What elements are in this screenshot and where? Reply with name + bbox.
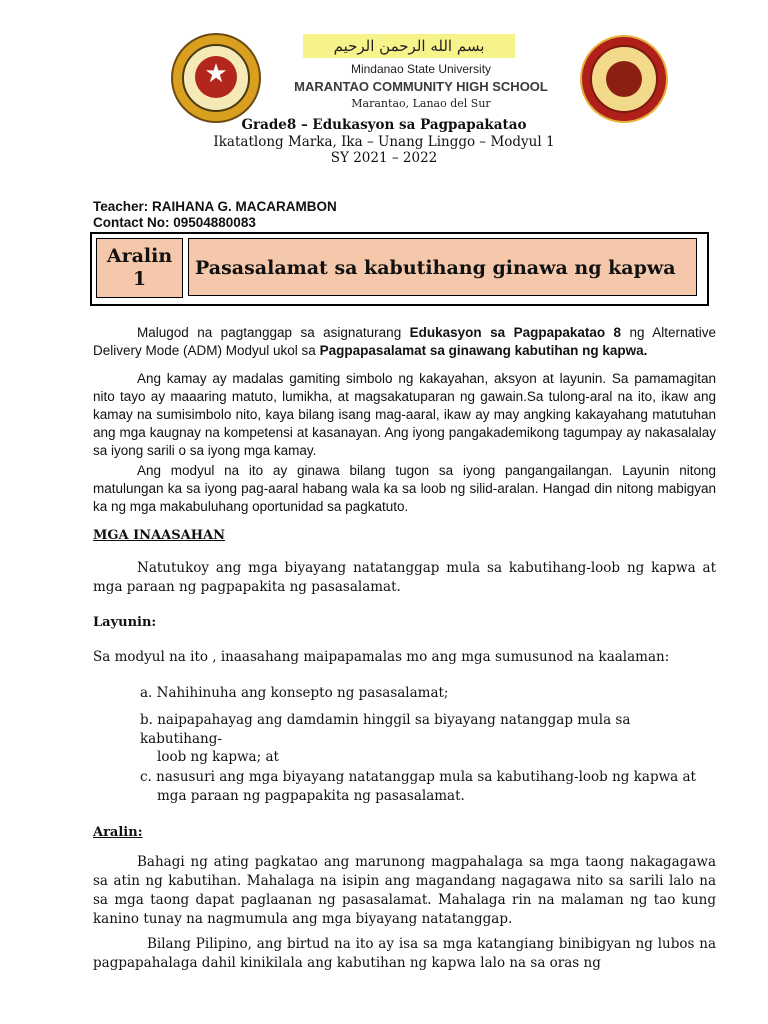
- aralin-title: Pasasalamat sa kabutihang ginawa ng kapwa: [188, 238, 697, 296]
- university-name: Mindanao State University: [350, 62, 492, 76]
- intro-text-a: Malugod na pagtanggap sa asignaturang: [137, 325, 410, 340]
- seal-ring: [182, 44, 250, 112]
- intro-paragraph-2: [93, 370, 716, 460]
- seal-core: [195, 56, 237, 98]
- teacher-name: Teacher: RAIHANA G. MACARAMBON: [93, 199, 337, 214]
- inaasahan-body: Natutukoy ang mga biyayang natatanggap mula sa kabutihang-loob ng kapwa at mga paraan ng pagpapakita ng pasasalamat.: [93, 560, 716, 595]
- aralin-label-number: 1: [132, 268, 147, 290]
- star-icon: ★: [204, 59, 228, 89]
- intro-topic: Pagpapasalamat sa ginawang kabutihan ng kapwa.: [319, 343, 648, 358]
- intro-text-c: ng Alternative Delivery Mode (ADM) Modyul ukol sa: [93, 325, 716, 358]
- quarter-title: Ikatatlong Marka, Ika – Unang Linggo – Modyul 1: [213, 134, 555, 150]
- layunin-intro: Sa modyul na ito , inaasahang maipapamalas mo ang mga sumusunod na kaalaman:: [93, 649, 670, 665]
- aralin-paragraph-2: [93, 935, 716, 973]
- inaasahan-heading: MGA INAASAHAN: [93, 528, 225, 543]
- aralin-label: [96, 238, 183, 298]
- inaasahan-text: [93, 559, 716, 597]
- layunin-item-b-cont: loob ng kapwa; at: [157, 749, 279, 765]
- bismillah-calligraphy: بسم الله الرحمن الرحيم: [303, 34, 515, 58]
- intro-p2-text: Ang kamay ay madalas gamiting simbolo ng kakayahan, aksyon at layunin. Sa pamamagitan nito tayo ay maaaring matuto, lumikha, at magsakatuparan ng gawain.Sa tulong-aral na ito, ikaw ang kamay na sumisimbolo nito, kaya bilang isang mag-aaral, ikaw ay may angking kakayahang matutuhan ang mga kaugnay na kompetensi at kasanayan. Ang iyong pangakademikong tagumpay ay nakasalalay sa iyong sarili o sa iyong mga kamay.: [93, 371, 716, 458]
- aralin-p2-text: Bilang Pilipino, ang birtud na ito ay isa sa mga katangiang binibigyan ng lubos na pagpapahalaga dahil kinikilala ang kabutihan ng kapwa lalo na sa oras ng: [93, 936, 716, 971]
- intro-paragraph-3: [93, 462, 716, 516]
- university-seal-right: [580, 35, 668, 123]
- school-town: Marantao, Lanao del Sur: [351, 97, 491, 110]
- layunin-item-c-cont: mga paraan ng pagpapakita ng pasasalamat.: [157, 788, 465, 804]
- school-name: MARANTAO COMMUNITY HIGH SCHOOL: [294, 79, 548, 94]
- layunin-item-b: b. naipapahayag ang damdamin hinggil sa biyayang natanggap mula sa kabutihang-: [140, 712, 631, 747]
- layunin-heading: Layunin:: [93, 615, 157, 630]
- aralin-label-word: Aralin: [106, 245, 173, 267]
- aralin-paragraph-1: [93, 853, 716, 929]
- school-seal-left: [171, 33, 261, 123]
- intro-subject: Edukasyon sa Pagpapakatao 8: [409, 325, 622, 340]
- intro-p3-text: Ang modyul na ito ay ginawa bilang tugon sa iyong pangangailangan. Layunin nitong matulungan ka sa iyong pag-aaral habang wala ka sa loob ng silid-aralan. Hangad din nitong mabigyan ka ng mga makabuluhang oportunidad sa pagkatuto.: [93, 463, 716, 514]
- aralin-title-box: [90, 232, 709, 306]
- teacher-contact: Contact No: 09504880083: [93, 215, 256, 230]
- layunin-item-c: c. nasusuri ang mga biyayang natatanggap mula sa kabutihang-loob ng kapwa at: [140, 769, 696, 785]
- layunin-item-a: a. Nahihinuha ang konsepto ng pasasalamat;: [140, 685, 449, 701]
- seal-core: [606, 61, 642, 97]
- grade-title: Grade8 – Edukasyon sa Pagpapakatao: [241, 117, 527, 133]
- school-year: SY 2021 – 2022: [330, 150, 438, 166]
- aralin-p1-text: Bahagi ng ating pagkatao ang marunong magpahalaga sa mga taong nakagagawa sa atin ng kabutihan. Mahalaga na isipin ang magandang nagagawa nito sa sarili lalo na sa mga taong dapat paglaanan ng pasasalamat. Mahalaga rin na malaman ng tao kung kanino tunay na nagmumula ang mga biyayang natatanggap.: [93, 854, 716, 927]
- seal-ring: [590, 45, 658, 113]
- intro-paragraph-1: [93, 324, 716, 360]
- aralin-heading: Aralin:: [93, 825, 143, 840]
